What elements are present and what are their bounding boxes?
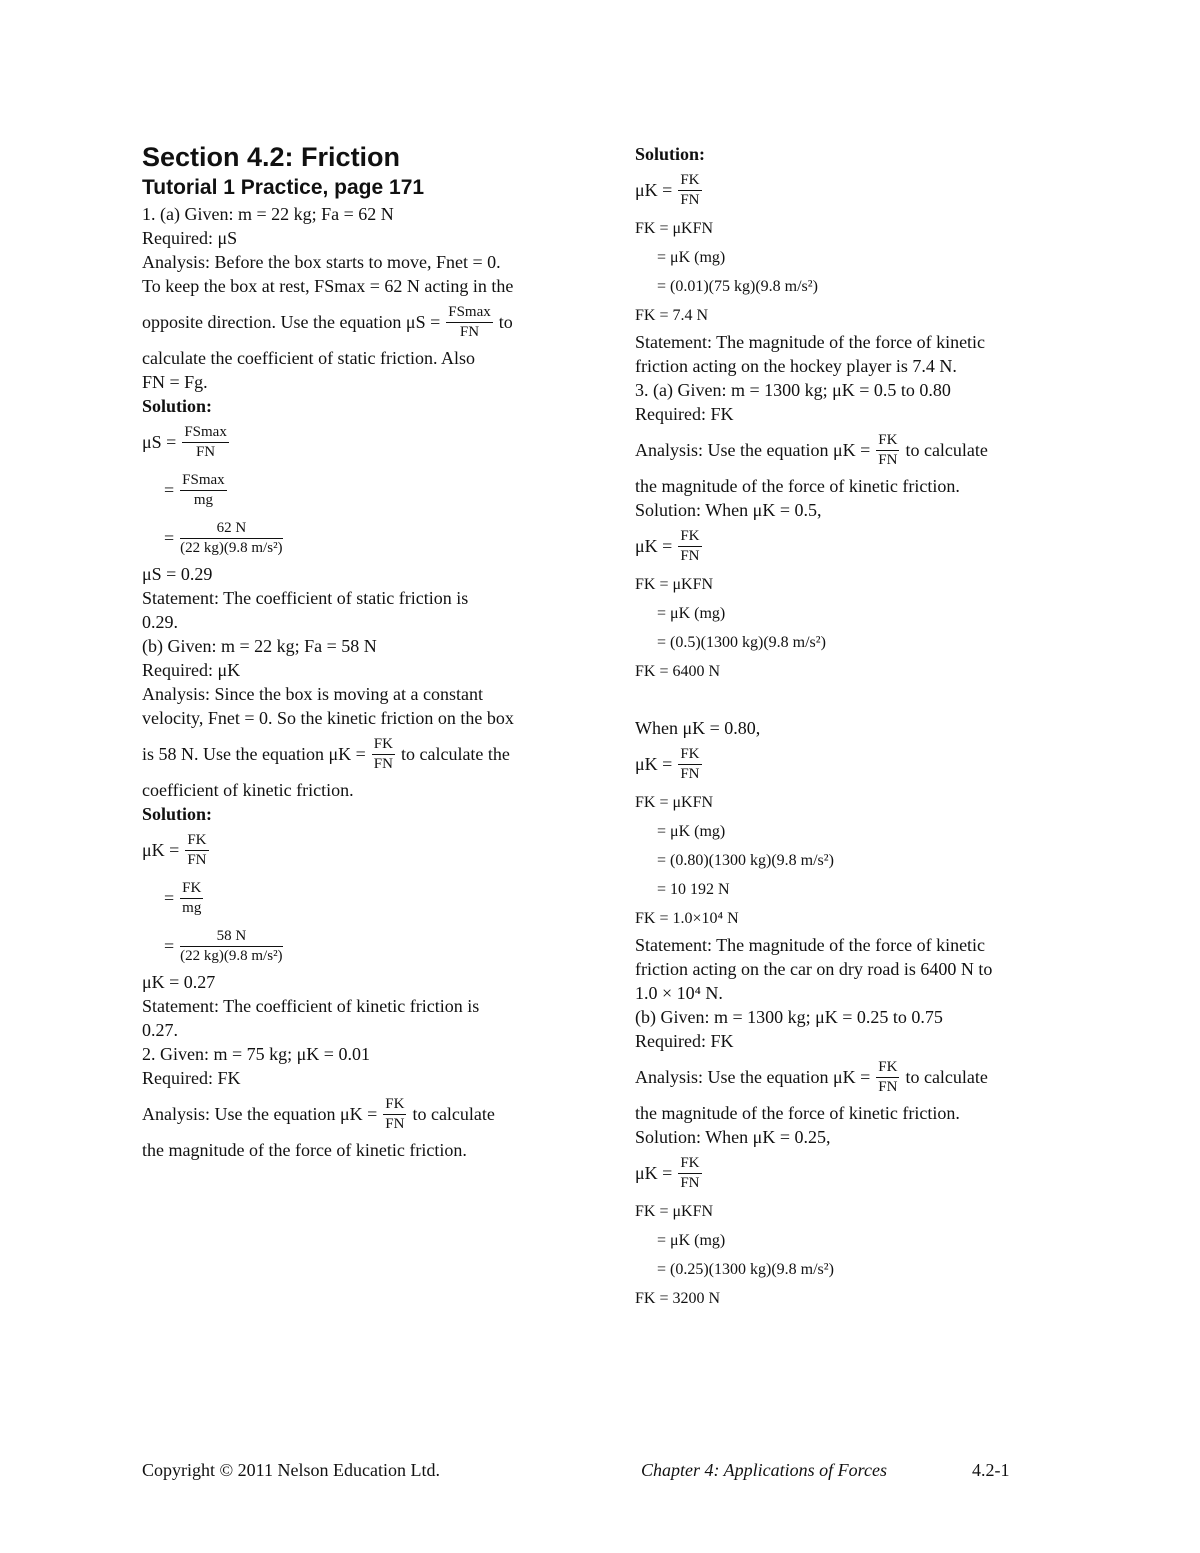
fraction-numerator: FK <box>372 735 395 755</box>
q3b-analysis-line: the magnitude of the force of kinetic friction. <box>635 1103 960 1123</box>
equation-lhs: = <box>164 887 175 908</box>
q2-equation: = μK (mg) <box>657 249 726 266</box>
q3a-equation: = μK (mg) <box>657 605 726 622</box>
q1b-given: (b) Given: m = 22 kg; Fa = 58 N <box>142 636 377 656</box>
fraction-numerator: FK <box>678 171 701 191</box>
q3b-equation: FK = μKFN <box>635 1203 714 1220</box>
q1b-analysis-text: to calculate the <box>400 743 510 764</box>
fraction-numerator: 58 N <box>180 927 282 947</box>
q3a-equation: FK = μKFN <box>635 794 714 811</box>
q3a-equation <box>635 740 1065 788</box>
q2-analysis-text: to calculate <box>412 1103 495 1124</box>
q1a-equation: μS = 0.29 <box>142 564 213 584</box>
q1b-statement: Statement: The coefficient of kinetic friction is <box>142 996 480 1016</box>
fraction-denominator: mg <box>193 491 213 508</box>
q3b-given: (b) Given: m = 1300 kg; μK = 0.25 to 0.75 <box>635 1007 943 1027</box>
q2-equation: FK = 7.4 N <box>635 307 709 324</box>
q1a-analysis-line: Analysis: Before the box starts to move, Fnet = 0. <box>142 252 501 272</box>
q1a-analysis-text: to <box>498 311 513 332</box>
fraction-numerator: FK <box>678 527 701 547</box>
q3b-solution-label: Solution: When μK = 0.25, <box>635 1127 831 1147</box>
fraction-denominator: FN <box>680 1174 700 1191</box>
footer-copyright: Copyright © 2011 Nelson Education Ltd. <box>142 1460 440 1480</box>
fraction-numerator: FSmax <box>446 303 493 323</box>
q3a-equation: FK = μKFN <box>635 576 714 593</box>
q3a-statement: Statement: The magnitude of the force of kinetic <box>635 935 986 955</box>
fraction-numerator: FK <box>185 831 208 851</box>
q1a-analysis-line: calculate the coefficient of static friction. Also <box>142 348 476 368</box>
q3b-equation: = (0.25)(1300 kg)(9.8 m/s²) <box>657 1261 834 1278</box>
q1b-equation: μK = 0.27 <box>142 972 216 992</box>
q1a-analysis-text: opposite direction. Use the equation μS = <box>142 311 441 332</box>
fraction-numerator: FK <box>876 1058 899 1078</box>
q3b-analysis-text: Analysis: Use the equation μK = <box>635 1066 871 1087</box>
q3a-given: 3. (a) Given: m = 1300 kg; μK = 0.5 to 0.80 <box>635 380 951 400</box>
fraction-denominator: mg <box>182 899 202 916</box>
fraction-numerator: FK <box>678 745 701 765</box>
q3a-equation: FK = 1.0×10⁴ N <box>635 910 739 927</box>
fraction-denominator: FN <box>680 765 700 782</box>
equation-fraction <box>180 471 227 510</box>
q2-analysis-equation-line <box>142 1090 582 1138</box>
q2-equation: = (0.01)(75 kg)(9.8 m/s²) <box>657 278 818 295</box>
fraction-denominator: (22 kg)(9.8 m/s²) <box>180 947 283 964</box>
equation-fraction <box>180 879 203 918</box>
q1b-analysis-line: velocity, Fnet = 0. So the kinetic friction on the box <box>142 708 514 728</box>
q1b-analysis-fraction <box>372 735 395 774</box>
q2-statement: friction acting on the hockey player is 7.4 N. <box>635 356 957 376</box>
fraction-denominator: FN <box>459 323 480 340</box>
q1a-analysis-fraction <box>446 303 493 342</box>
q3b-equation: = μK (mg) <box>657 1232 726 1249</box>
q1a-statement: Statement: The coefficient of static friction is <box>142 588 469 608</box>
q3a-analysis-fraction <box>876 431 899 470</box>
q1b-equation <box>142 826 582 874</box>
q2-required: Required: FK <box>142 1068 241 1088</box>
right-column <box>635 142 1065 1313</box>
equation-lhs: μK = <box>635 535 673 556</box>
q1a-required: Required: μS <box>142 228 238 248</box>
q2-statement: Statement: The magnitude of the force of kinetic <box>635 332 986 352</box>
fraction-denominator: FN <box>878 1078 898 1095</box>
q3a-equation: = (0.80)(1300 kg)(9.8 m/s²) <box>657 852 834 869</box>
q3a-analysis-text: to calculate <box>905 439 988 460</box>
q3a-analysis-text: Analysis: Use the equation μK = <box>635 439 871 460</box>
fraction-denominator: FN <box>373 755 393 772</box>
q3a-statement: 1.0 × 10⁴ N. <box>635 983 723 1003</box>
fraction-numerator: 62 N <box>180 519 282 539</box>
equation-fraction <box>678 1154 701 1193</box>
fraction-numerator: FK <box>678 1154 701 1174</box>
q3b-analysis-fraction <box>876 1058 899 1097</box>
q1a-statement: 0.29. <box>142 612 178 632</box>
q1a-given: 1. (a) Given: m = 22 kg; Fa = 62 N <box>142 204 394 224</box>
fraction-denominator: FN <box>385 1115 405 1132</box>
q3a-solution-label: Solution: When μK = 0.5, <box>635 500 822 520</box>
q3b-analysis-text: to calculate <box>905 1066 988 1087</box>
q3a-statement: friction acting on the car on dry road is 6400 N to <box>635 959 993 979</box>
fraction-denominator: (22 kg)(9.8 m/s²) <box>180 539 283 556</box>
q1b-analysis-equation-line <box>142 730 582 778</box>
page-title: Section 4.2: Friction <box>142 142 401 172</box>
q1a-equation <box>142 514 582 562</box>
footer-chapter: Chapter 4: Applications of Forces <box>641 1460 887 1480</box>
q2-given: 2. Given: m = 75 kg; μK = 0.01 <box>142 1044 370 1064</box>
q3a-equation <box>635 522 1065 570</box>
q3a-required: Required: FK <box>635 404 734 424</box>
q1a-solution-label: Solution: <box>142 396 213 416</box>
equation-fraction <box>678 745 701 784</box>
q1b-statement: 0.27. <box>142 1020 178 1040</box>
fraction-denominator: FN <box>878 451 898 468</box>
q2-analysis-text: Analysis: Use the equation μK = <box>142 1103 378 1124</box>
q1b-solution-label: Solution: <box>142 804 213 824</box>
q3a-equation: = (0.5)(1300 kg)(9.8 m/s²) <box>657 634 826 651</box>
page-subtitle: Tutorial 1 Practice, page 171 <box>142 176 425 199</box>
q2-analysis-line: the magnitude of the force of kinetic friction. <box>142 1140 467 1160</box>
footer-page-number: 4.2-1 <box>972 1460 1010 1480</box>
q1a-analysis-equation-line <box>142 298 582 346</box>
q3b-equation: FK = 3200 N <box>635 1290 721 1307</box>
q1b-required: Required: μK <box>142 660 241 680</box>
fraction-numerator: FSmax <box>182 423 229 443</box>
equation-lhs: = <box>164 935 175 956</box>
q2-analysis-fraction <box>383 1095 406 1134</box>
q1a-analysis-line: FN = Fg. <box>142 372 208 392</box>
equation-lhs: μK = <box>635 753 673 774</box>
equation-lhs: = <box>164 479 175 500</box>
q3b-analysis-equation-line <box>635 1053 1065 1101</box>
equation-fraction <box>678 527 701 566</box>
left-column <box>142 140 582 1162</box>
q3a-equation: = 10 192 N <box>657 881 730 898</box>
equation-lhs: = <box>164 527 175 548</box>
equation-lhs: μS = <box>142 431 177 452</box>
fraction-numerator: FK <box>180 879 203 899</box>
q3a-equation: = μK (mg) <box>657 823 726 840</box>
q1a-analysis-line: To keep the box at rest, FSmax = 62 N acting in the <box>142 276 514 296</box>
fraction-numerator: FSmax <box>180 471 227 491</box>
q1a-equation <box>142 418 582 466</box>
equation-lhs: μK = <box>635 1162 673 1183</box>
equation-lhs: μK = <box>635 179 673 200</box>
q3a-analysis-line: the magnitude of the force of kinetic friction. <box>635 476 960 496</box>
q1b-analysis-line: Analysis: Since the box is moving at a constant <box>142 684 483 704</box>
equation-fraction <box>182 423 229 462</box>
q3b-equation <box>635 1149 1065 1197</box>
equation-fraction <box>185 831 208 870</box>
fraction-denominator: FN <box>680 547 700 564</box>
q1b-equation <box>142 874 582 922</box>
q1a-equation <box>142 466 582 514</box>
q3a-when-label: When μK = 0.80, <box>635 718 761 738</box>
q3a-analysis-equation-line <box>635 426 1065 474</box>
q1b-analysis-line: coefficient of kinetic friction. <box>142 780 354 800</box>
equation-fraction <box>678 171 701 210</box>
q1b-analysis-text: is 58 N. Use the equation μK = <box>142 743 366 764</box>
q1b-equation <box>142 922 582 970</box>
q2-equation <box>635 166 1065 214</box>
q3b-required: Required: FK <box>635 1031 734 1051</box>
q2-equation: FK = μKFN <box>635 220 714 237</box>
fraction-denominator: FN <box>187 851 207 868</box>
fraction-numerator: FK <box>383 1095 406 1115</box>
fraction-denominator: FN <box>680 191 700 208</box>
equation-fraction <box>180 519 282 558</box>
fraction-denominator: FN <box>195 443 216 460</box>
q3a-equation: FK = 6400 N <box>635 663 721 680</box>
equation-lhs: μK = <box>142 839 180 860</box>
fraction-numerator: FK <box>876 431 899 451</box>
equation-fraction <box>180 927 282 966</box>
spacer <box>635 686 1065 716</box>
q2-solution-label: Solution: <box>635 144 706 164</box>
